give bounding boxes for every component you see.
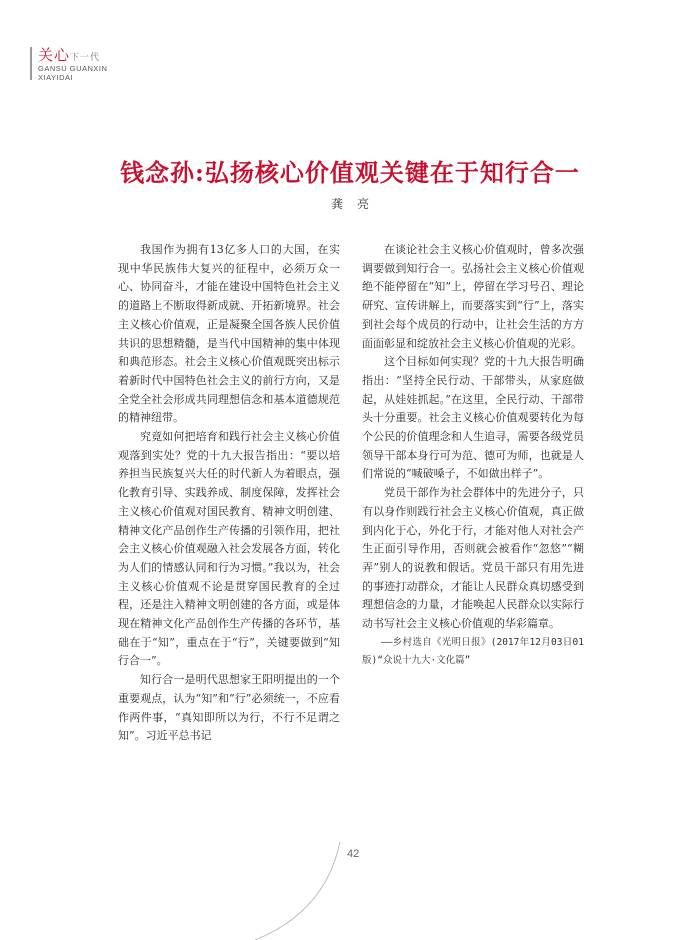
logo-en-text [38,64,107,82]
logo-cn-gray: 下一代 [70,53,101,63]
article-title: 钱念孙:弘扬核心价值观关键在于知行合一 [120,158,580,187]
page-number: 42 [347,848,360,860]
article-author: 龚亮 [330,197,383,211]
paragraph: 党员干部作为社会群体中的先进分子，只有以身作则践行社会主义核心价值观，真正做到内化于心，外化于行，才能对他人对社会产生正面引导作用，否则就会被看作“忽悠”“糊弄”别人的说教和假话。党员干部只有用先进的事迹打动群众，才能让人民群众真切感受到理想信念的力量，才能唤起人民群众以实际行动书写社会主义核心价值观的华彩篇章。 [362,486,584,631]
source-citation: ——乡村选自《光明日报》(2017年12月03日01版)“众说十九大·文化篇” [362,636,584,667]
paragraph: 知行合一是明代思想家王阳明提出的一个重要观点，认为“知”和“行”必须统一，不应看作两件事，“真知即所以为行，不行不足谓之知”。习近平总书记 [118,673,340,743]
right-column [362,241,584,671]
paragraph: 究竟如何把培育和践行社会主义核心价值观落到实处？党的十九大报告指出：“要以培养担当民族复兴大任的时代新人为着眼点，强化教育引导、实践养成、制度保障，发挥社会主义核心价值观对国民教育、精神文明创建、精神文化产品创作生产传播的引领作用，把社会主义核心价值观融入社会发展各方面，转化为人们的情感认同和行为习惯。”我以为，社会主义核心价值观不论是贯穿国民教育的全过程，还是注入精神文明创建的各方面，或是体现在精神文化产品创作生产传播的各环节，基础在于“知”，重点在于“行”，关键要做到“知行合一”。 [118,430,340,668]
logo-bar [30,47,32,80]
left-column [118,241,340,746]
logo-cn-red: 关心 [38,46,71,64]
page-footer [255,842,375,940]
paragraph: 我国作为拥有13亿多人口的大国，在实现中华民族伟大复兴的征程中，必须万众一心、协同奋斗，才能在建设中国特色社会主义的道路上不断取得新成就、开拓新境界。社会主义核心价值观，正是凝聚全国各族人民价值共识的思想精髓，是当代中国精神的集中体现和典范形态。社会主义核心价值观既突出标示着新时代中国特色社会主义的前行方向，又是全党全社会形成共同理想信念和基本道德规范的精神纽带。 [118,243,340,425]
logo-mark [38,44,100,65]
paragraph: 这个目标如何实现？党的十九大报告明确指出：“坚持全民行动、干部带头，从家庭做起，从娃娃抓起。”在这里，全民行动、干部带头十分重要。社会主义核心价值观要转化为每个公民的价值理念和人生追寻，需要各级党员领导干部本身行可为范、德可为师，也就是人们常说的“喊破嗓子，不如做出样子”。 [362,355,584,481]
magazine-logo [30,44,160,84]
paragraph: 在谈论社会主义核心价值观时，曾多次强调要做到知行合一。弘扬社会主义核心价值观绝不能停留在“知”上，停留在学习号召、理论研究、宣传讲解上，而要落实到“行”上，落实到社会每个成员的行动中，让社会生活的方方面面彰显和绽放社会主义核心价值观的光彩。 [362,243,584,350]
logo-en-line1: GANSU GUANXIN [38,64,108,73]
logo-en-line2: XIAYIDAI [38,73,74,82]
